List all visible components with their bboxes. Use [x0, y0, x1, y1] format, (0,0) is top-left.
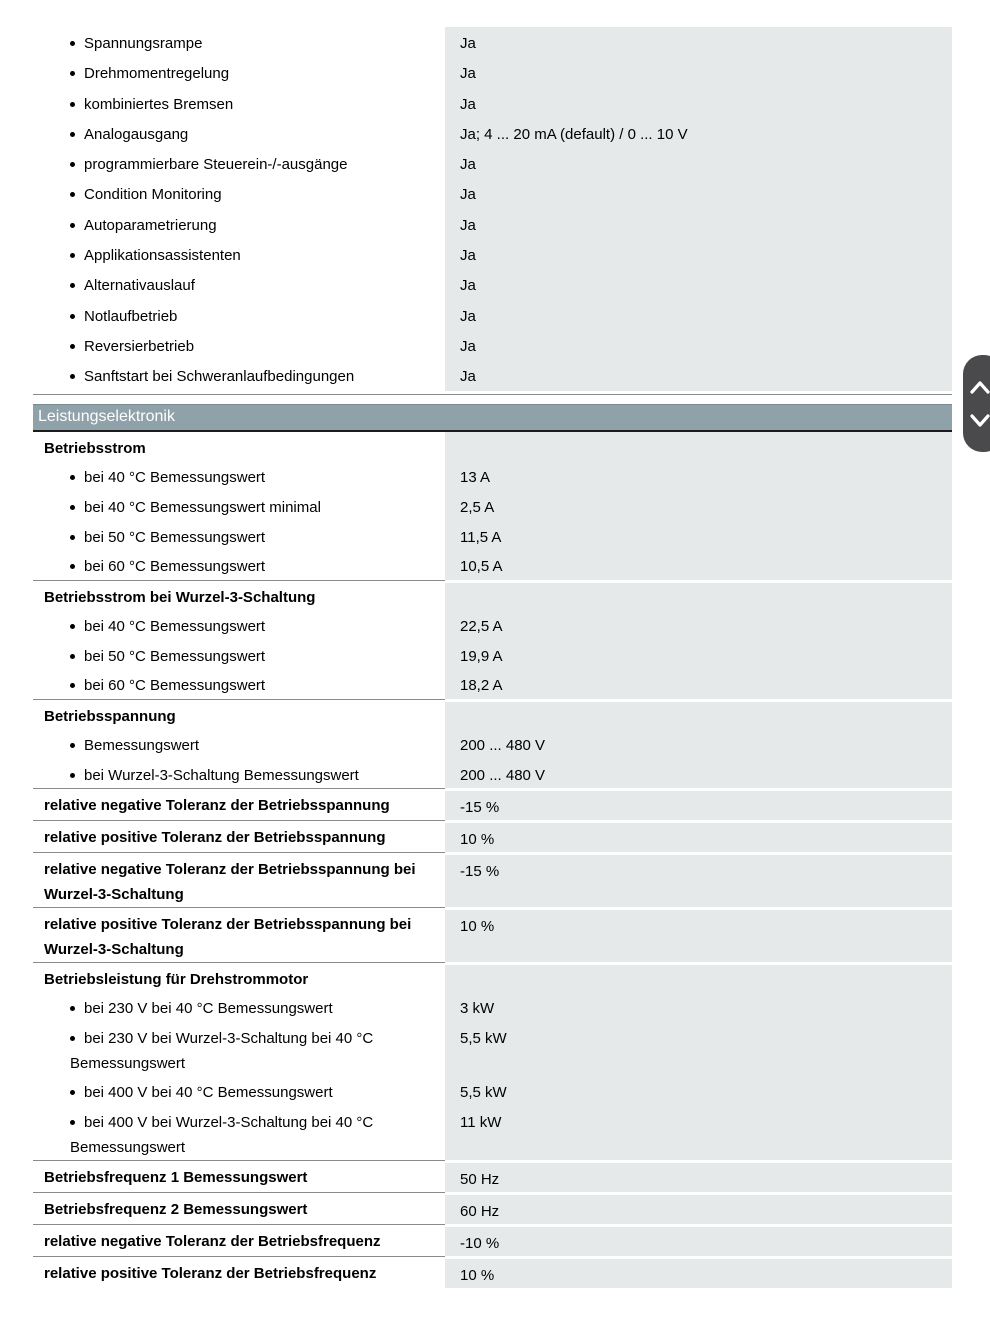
row-value: Ja: [445, 178, 952, 208]
row-label: [33, 269, 445, 299]
row-label-text: Betriebsfrequenz 2 Bemessungswert: [44, 1200, 308, 1218]
table-row: [33, 640, 952, 670]
row-value: 11 kW: [445, 1106, 952, 1160]
table-row: [33, 610, 952, 640]
table-row: [33, 209, 952, 239]
row-label-text: bei 40 °C Bemessungswert: [84, 618, 266, 635]
section-title: Leistungselektronik: [38, 407, 175, 425]
row-value: Ja; 4 ... 20 mA (default) / 0 ... 10 V: [445, 118, 952, 148]
row-label-text: bei 400 V bei Wurzel-3-Schaltung bei 40 °C Bemessungswert: [70, 1113, 374, 1156]
row-label-text: relative negative Toleranz der Betriebsfrequenz: [44, 1232, 381, 1250]
row-value: 60 Hz: [445, 1192, 952, 1224]
row-label: [33, 699, 445, 729]
table-row: [33, 330, 952, 360]
row-label: [33, 1076, 445, 1106]
row-label-text: Alternativauslauf: [84, 277, 195, 295]
row-label: [33, 360, 445, 390]
table-row: [33, 57, 952, 87]
row-value: 2,5 A: [445, 491, 952, 521]
row-label-text: bei 40 °C Bemessungswert: [84, 469, 266, 487]
row-value: Ja: [445, 269, 952, 299]
row-label-text: bei 230 V bei 40 °C Bemessungswert: [84, 1000, 333, 1018]
row-value: Ja: [445, 330, 952, 360]
row-label-text: Betriebsstrom bei Wurzel-3-Schaltung: [44, 589, 316, 606]
row-label: [33, 820, 445, 852]
row-label-text: Betriebsspannung: [44, 708, 176, 726]
row-value: 10 %: [445, 820, 952, 852]
scroll-down-button[interactable]: [968, 413, 990, 429]
table-row: [33, 300, 952, 330]
row-label-text: Analogausgang: [84, 125, 189, 143]
chevron-up-icon: [968, 379, 990, 395]
row-label-text: relative positive Toleranz der Betriebsspannung bei Wurzel-3-Schaltung: [44, 916, 412, 959]
bullet-icon: [70, 41, 75, 46]
table-row: [33, 118, 952, 148]
table-row: [33, 1224, 952, 1256]
row-label: [33, 729, 445, 759]
row-label-text: Bemessungswert: [84, 737, 200, 755]
row-value: 11,5 A: [445, 521, 952, 551]
row-label-text: relative negative Toleranz der Betriebsspannung: [44, 797, 390, 815]
row-value: -10 %: [445, 1224, 952, 1256]
row-value: 5,5 kW: [445, 1022, 952, 1076]
row-label-text: Betriebsleistung für Drehstrommotor: [44, 971, 309, 989]
bullet-icon: [70, 132, 75, 137]
row-value: Ja: [445, 27, 952, 57]
bullet-icon: [70, 314, 75, 319]
table-row: [33, 269, 952, 299]
row-value: 10,5 A: [445, 550, 952, 580]
row-label: [33, 57, 445, 87]
table-row: [33, 992, 952, 1022]
row-label: [33, 1106, 445, 1160]
bullet-icon: [70, 683, 75, 688]
scroll-up-button[interactable]: [968, 379, 990, 395]
row-label-text: bei 400 V bei 40 °C Bemessungswert: [84, 1084, 333, 1102]
row-label-text: Applikationsassistenten: [84, 247, 241, 265]
row-label-text: bei 230 V bei Wurzel-3-Schaltung bei 40 °C Bemessungswert: [70, 1030, 374, 1073]
row-value: 13 A: [445, 461, 952, 491]
table-row: [33, 962, 952, 992]
row-label: [33, 521, 445, 551]
table-row: [33, 699, 952, 729]
table-row: [33, 820, 952, 852]
row-label-text: Betriebsfrequenz 1 Bemessungswert: [44, 1168, 308, 1186]
row-value: 200 ... 480 V: [445, 759, 952, 789]
table-row: [33, 669, 952, 699]
row-label: [33, 1160, 445, 1192]
row-value: 200 ... 480 V: [445, 729, 952, 759]
table-row: [33, 461, 952, 491]
bullet-icon: [70, 773, 75, 778]
table-row: [33, 907, 952, 962]
table-row: [33, 580, 952, 610]
bullet-icon: [70, 192, 75, 197]
row-label: [33, 852, 445, 907]
row-label-text: relative positive Toleranz der Betriebsfrequenz: [44, 1264, 377, 1282]
table-row: [33, 521, 952, 551]
row-value: 5,5 kW: [445, 1076, 952, 1106]
row-label-text: Drehmomentregelung: [84, 65, 230, 83]
bullet-icon: [70, 564, 75, 569]
bullet-icon: [70, 162, 75, 167]
row-value: Ja: [445, 360, 952, 390]
row-value: Ja: [445, 239, 952, 269]
bullet-icon: [70, 743, 75, 748]
row-value: 18,2 A: [445, 669, 952, 699]
row-value: Ja: [445, 88, 952, 118]
bullet-icon: [70, 654, 75, 659]
row-label: [33, 330, 445, 360]
table-row: [33, 178, 952, 208]
row-label: [33, 992, 445, 1022]
row-label-text: bei 50 °C Bemessungswert: [84, 647, 266, 665]
row-label: [33, 491, 445, 521]
bullet-icon: [70, 102, 75, 107]
row-label-text: programmierbare Steuerein-/-ausgänge: [84, 156, 348, 174]
bullet-icon: [70, 253, 75, 258]
bullet-icon: [70, 1090, 75, 1095]
bullet-icon: [70, 223, 75, 228]
row-label: [33, 1192, 445, 1224]
row-label: [33, 610, 445, 640]
table-row: [33, 788, 952, 820]
bullet-icon: [70, 344, 75, 349]
row-label: [33, 1022, 445, 1076]
row-label-text: Spannungsrampe: [84, 35, 203, 52]
row-label: [33, 788, 445, 820]
row-value: -15 %: [445, 788, 952, 820]
row-value: [445, 699, 952, 729]
row-label: [33, 461, 445, 491]
row-value: 10 %: [445, 907, 952, 962]
table-row: [33, 759, 952, 789]
row-label: [33, 239, 445, 269]
row-value: 22,5 A: [445, 610, 952, 640]
bullet-icon: [70, 1120, 75, 1125]
bullet-icon: [70, 374, 75, 379]
row-label: [33, 669, 445, 699]
row-label-text: kombiniertes Bremsen: [84, 95, 234, 113]
table-row: [33, 852, 952, 907]
row-value: Ja: [445, 209, 952, 239]
table-row: [33, 491, 952, 521]
bullet-icon: [70, 505, 75, 510]
table-divider: [33, 394, 952, 395]
row-label-text: bei 50 °C Bemessungswert: [84, 528, 266, 546]
table-row: [33, 1022, 952, 1076]
row-value: [445, 580, 952, 610]
section-table: [33, 432, 952, 1288]
scroll-widget: [963, 355, 990, 452]
row-label: [33, 1224, 445, 1256]
row-value: Ja: [445, 148, 952, 178]
table-row: [33, 1192, 952, 1224]
row-label: [33, 1256, 445, 1288]
bullet-icon: [70, 475, 75, 480]
row-label: [33, 432, 445, 462]
features-table: [33, 27, 952, 391]
row-label-text: bei 60 °C Bemessungswert: [84, 558, 266, 576]
row-label: [33, 27, 445, 57]
table-row: [33, 1106, 952, 1160]
table-row: [33, 88, 952, 118]
row-label: [33, 640, 445, 670]
table-row: [33, 1076, 952, 1106]
bullet-icon: [70, 71, 75, 76]
row-label-text: Condition Monitoring: [84, 186, 222, 204]
row-label-text: Sanftstart bei Schweranlaufbedingungen: [84, 368, 355, 386]
row-value: 50 Hz: [445, 1160, 952, 1192]
table-row: [33, 729, 952, 759]
chevron-down-icon: [968, 413, 990, 429]
row-label-text: Reversierbetrieb: [84, 337, 195, 355]
row-label-text: bei 40 °C Bemessungswert minimal: [84, 498, 321, 516]
row-label-text: relative negative Toleranz der Betriebsspannung bei Wurzel-3-Schaltung: [44, 861, 416, 904]
table-row: [33, 27, 952, 57]
row-label: [33, 907, 445, 962]
row-value: -15 %: [445, 852, 952, 907]
row-label: [33, 759, 445, 789]
bullet-icon: [70, 1036, 75, 1041]
section-header-leistungselektronik: [33, 404, 952, 432]
row-label: [33, 580, 445, 610]
row-label-text: Betriebsstrom: [44, 439, 146, 457]
row-label: [33, 962, 445, 992]
row-value: [445, 962, 952, 992]
row-value: [445, 432, 952, 462]
row-label: [33, 550, 445, 580]
row-value: Ja: [445, 300, 952, 330]
row-label-text: relative positive Toleranz der Betriebsspannung: [44, 829, 386, 847]
row-label-text: Notlaufbetrieb: [84, 307, 178, 325]
row-label-text: bei 60 °C Bemessungswert: [84, 677, 266, 695]
row-label: [33, 118, 445, 148]
table-row: [33, 1160, 952, 1192]
table-row: [33, 148, 952, 178]
bullet-icon: [70, 1006, 75, 1011]
spec-content: [33, 27, 952, 1288]
row-label: [33, 209, 445, 239]
row-label-text: Autoparametrierung: [84, 216, 217, 234]
row-value: 10 %: [445, 1256, 952, 1288]
bullet-icon: [70, 624, 75, 629]
bullet-icon: [70, 283, 75, 288]
table-row: [33, 432, 952, 462]
table-row: [33, 360, 952, 390]
row-label: [33, 148, 445, 178]
row-value: 19,9 A: [445, 640, 952, 670]
row-label-text: bei Wurzel-3-Schaltung Bemessungswert: [84, 766, 359, 784]
row-label: [33, 178, 445, 208]
table-row: [33, 550, 952, 580]
table-row: [33, 239, 952, 269]
table-row: [33, 1256, 952, 1288]
row-value: 3 kW: [445, 992, 952, 1022]
row-value: Ja: [445, 57, 952, 87]
bullet-icon: [70, 535, 75, 540]
row-label: [33, 88, 445, 118]
row-label: [33, 300, 445, 330]
